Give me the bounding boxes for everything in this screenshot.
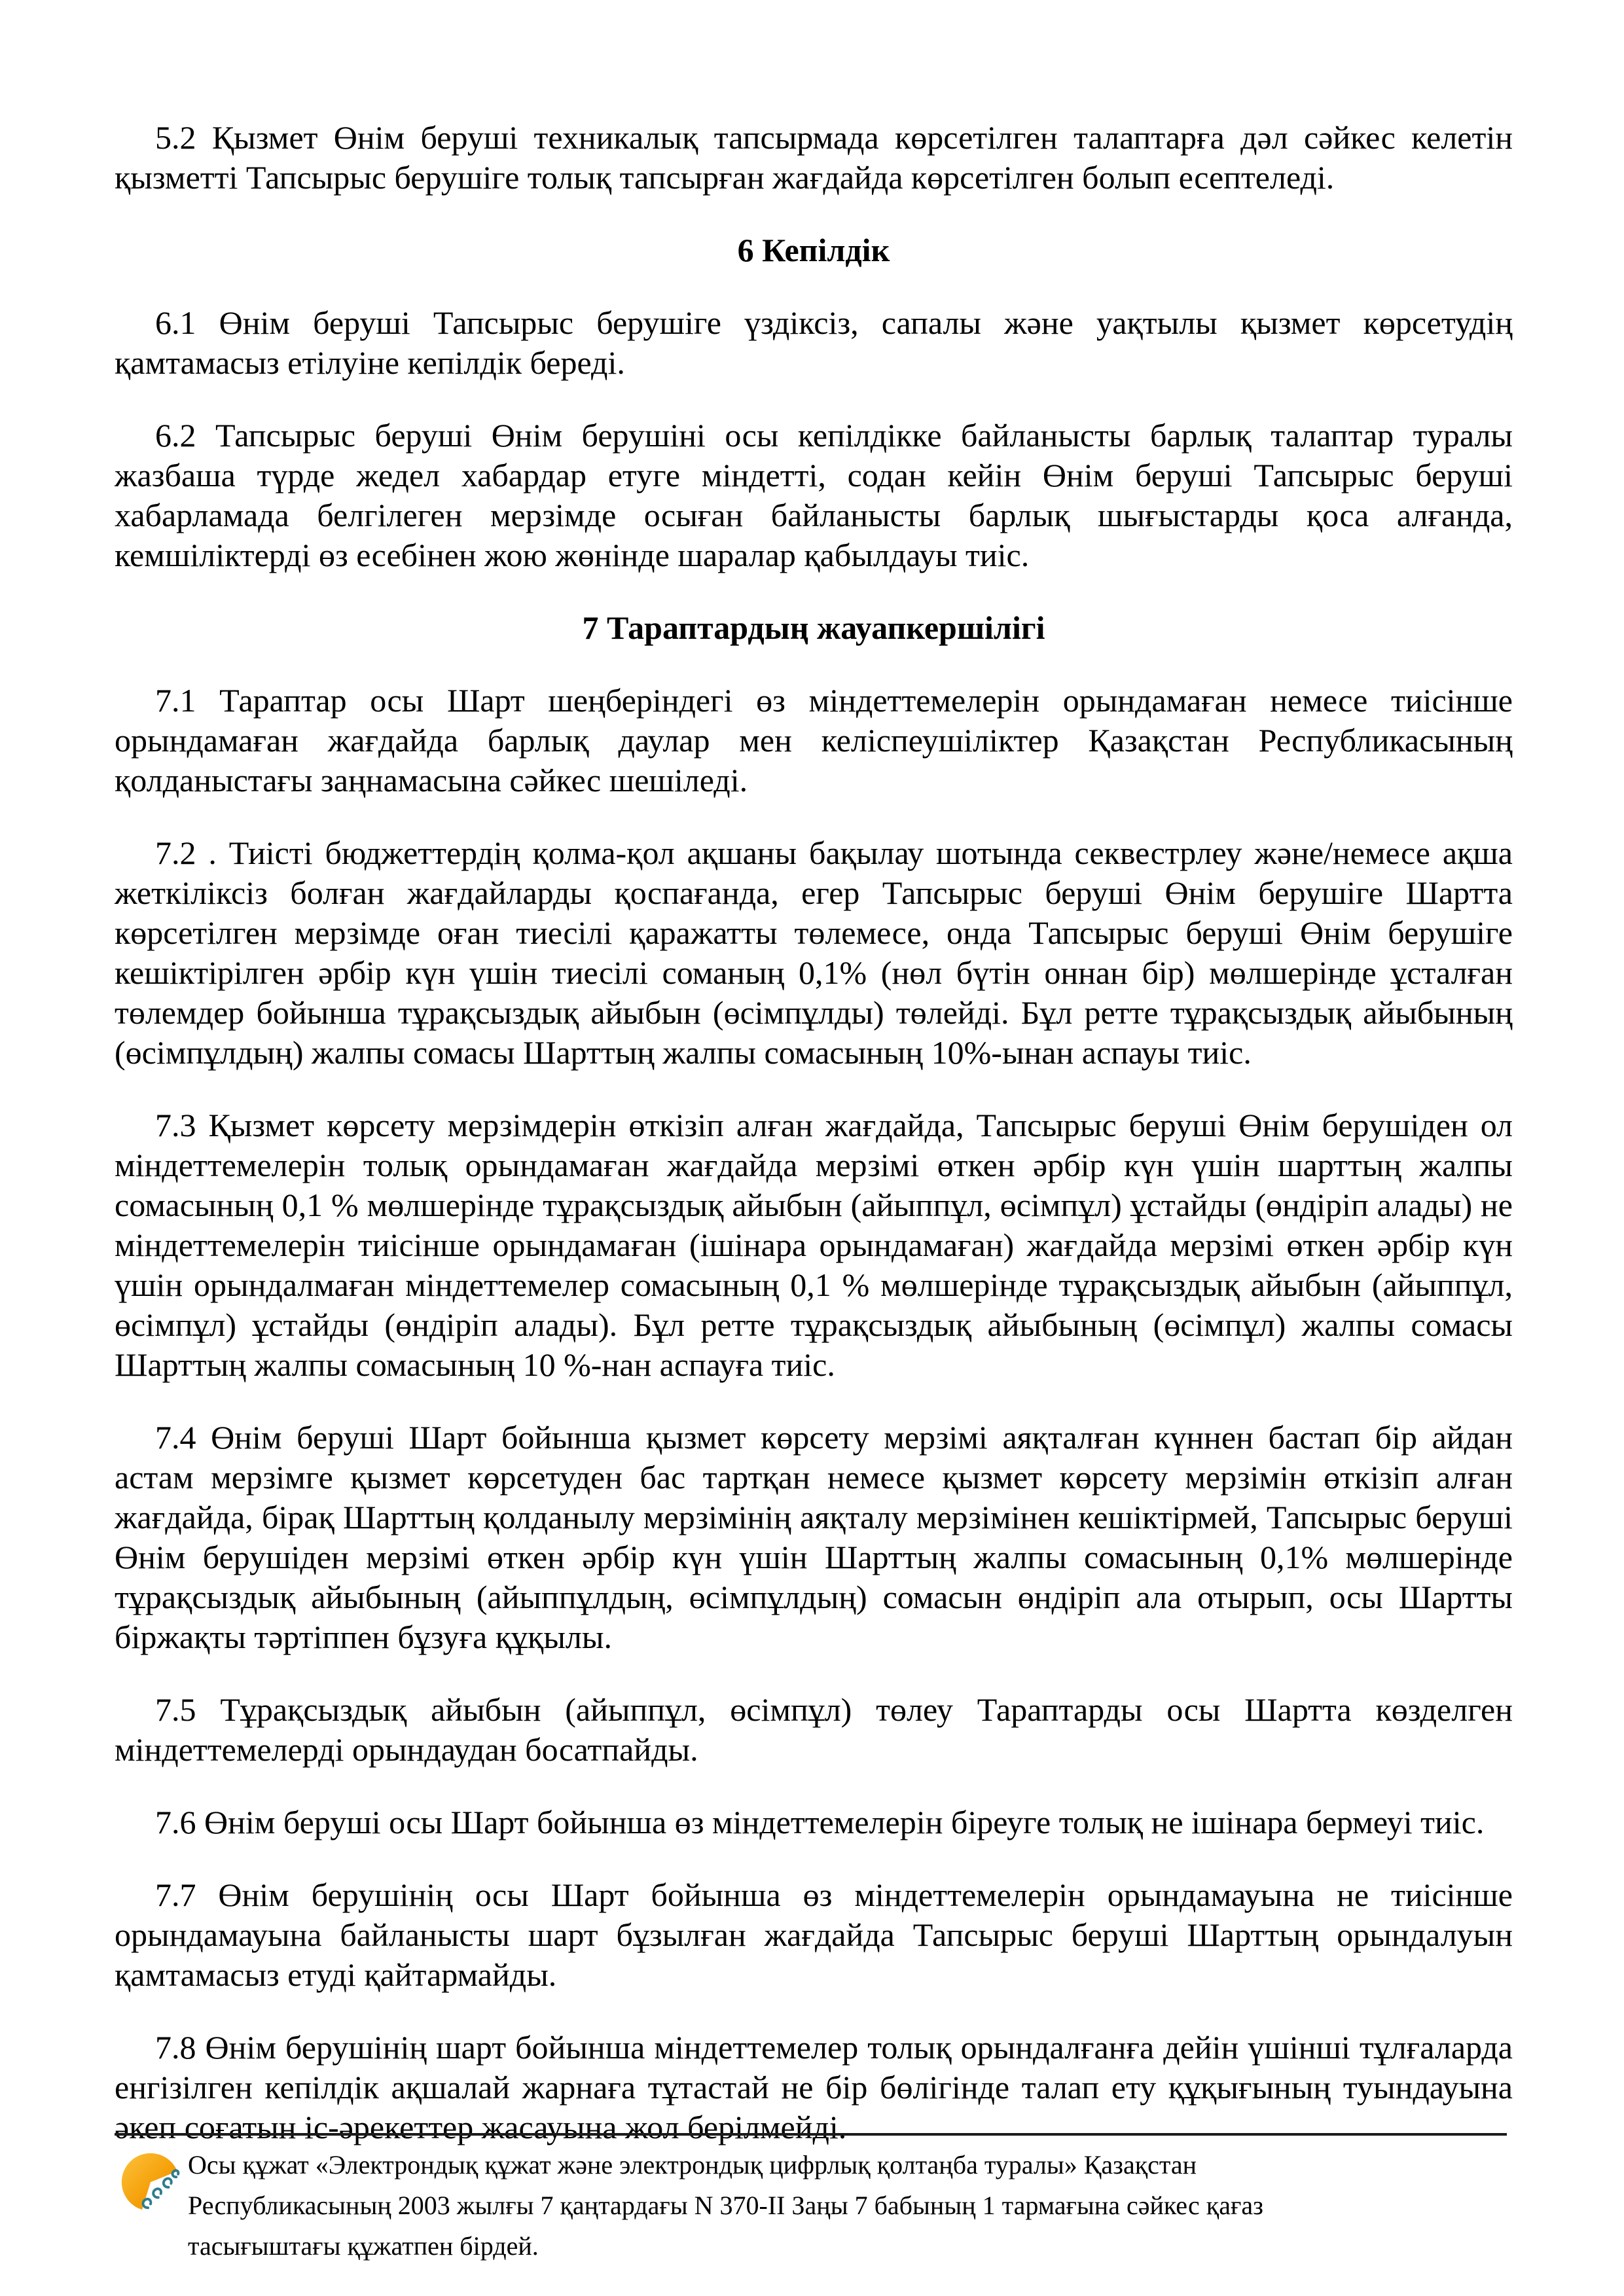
paragraph-7-5: 7.5 Тұрақсыздық айыбын (айыппұл, өсімпұл) төлеу Тараптарды осы Шартта көзделген міндеттемелерді орындаудан босатпайды. [115,1691,1513,1768]
heading-7-liability: 7 Тараптардың жауапкершілігі [582,609,1045,646]
paragraph-6-1: 6.1 Өнім беруші Тапсырыс берушіге үздіксіз, сапалы және уақтылы қызмет көрсетудің қамтамасыз етілуіне кепілдік береді. [115,304,1513,381]
paragraph-5-2: 5.2 Қызмет Өнім беруші техникалық тапсырмада көрсетілген талаптарға дәл сәйкес келетін қызметті Тапсырыс берушіге толық тапсырған жағдайда көрсетілген болып есептеледі. [115,119,1513,196]
kazakh-ornament-seal-icon [118,2150,183,2214]
paragraph-7-8: 7.8 Өнім берушінің шарт бойынша міндеттемелер толық орындалғанға дейін үшінші тұлғаларда енгізілген кепілдік ақшалай жарнаға тұтастай не бір бөлігінде талап ету құқығының туындауына әкеп соғатын іс-әрекеттер жасауына жол берілмейді. [115,2029,1513,2145]
footer-note: Осы құжат «Электрондық құжат және электрондық цифрлық қолтаңба туралы» Қазақстан Республикасының 2003 жылғы 7 қаңтардағы N 370-II Заңы 7 бабының 1 тармағына сәйкес қағаз тасығыштағы құжатпен бірдей. [188,2150,1263,2261]
paragraph-7-3: 7.3 Қызмет көрсету мерзімдерін өткізіп алған жағдайда, Тапсырыс беруші Өнім берушіден ол міндеттемелерін толық орындамаған жағдайда мерзімі өткен әрбір күн үшін шарттың жалпы сомасының 0,1 % мөлшерінде тұрақсыздық айыбын (айыппұл, өсімпұл) ұстайды (өндіріп алады) не міндеттемелерін тиісінше орындамаған (ішінара орындамаған) жағдайда мерзімі өткен әрбір күн үшін орындалмаған міндеттемелер сомасының 0,1 % мөлшерінде тұрақсыздық айыбын (айыппұл, өсімпұл) ұстайды (өндіріп алады). Бұл ретте тұрақсыздық айыбының (өсімпұл) жалпы сомасы Шарттың жалпы сомасының 10 %-нан аспауға тиіс. [115,1107,1513,1383]
heading-6-guarantee: 6 Кепілдік [737,232,890,268]
contract-text-block [115,118,1513,2180]
paragraph-7-7: 7.7 Өнім берушінің осы Шарт бойынша өз міндеттемелерін орындамауына не тиісінше орындамауына байланысты шарт бұзылған жағдайда Тапсырыс беруші Шарттың орындалуын қамтамасыз етуді қайтармайды. [115,1876,1513,1993]
footer [115,2133,1507,2267]
paragraph-6-2: 6.2 Тапсырыс беруші Өнім берушіні осы кепілдікке байланысты барлық талаптар туралы жазбаша түрде жедел хабардар етуге міндетті, содан кейін Өнім беруші Тапсырыс беруші хабарламада белгілеген мерзімде осыған байланысты барлық шығыстарды қоса алғанда, кемшіліктерді өз есебінен жою жөнінде шаралар қабылдауы тиіс. [115,417,1513,573]
paragraph-7-2: 7.2 . Тиісті бюджеттердің қолма-қол ақшаны бақылау шотында секвестрлеу және/немесе ақша жеткіліксіз болған жағдайларды қоспағанда, егер Тапсырыс беруші Өнім берушіге Шартта көрсетілген мерзімде оған тиесілі қаражатты төлемесе, онда Тапсырыс беруші Өнім берушіге кешіктірілген әрбір күн үшін тиесілі соманың 0,1% (нөл бүтін оннан бір) мөлшерінде ұсталған төлемдер бойынша тұрақсыздық айыбын (өсімпұлды) төлейді. Бұл ретте тұрақсыздық айыбының (өсімпұлдың) жалпы сомасы Шарттың жалпы сомасының 10%-ынан аспауы тиіс. [115,834,1513,1071]
paragraph-7-4: 7.4 Өнім беруші Шарт бойынша қызмет көрсету мерзімі аяқталған күннен бастап бір айдан астам мерзімге қызмет көрсетуден бас тартқан немесе қызмет көрсету мерзімін өткізіп алған жағдайда, бірақ Шарттың қолданылу мерзімінің аяқталу мерзімінен кешіктірмей, Тапсырыс беруші Өнім берушіден мерзімі өткен әрбір күн үшін Шарттың жалпы сомасының 0,1% мөлшерінде тұрақсыздық айыбының (айыппұлдың, өсімпұлдың) сомасын өндіріп ала отырып, осы Шартты біржақты тәртіппен бұзуға құқылы. [115,1419,1513,1655]
paragraph-7-1: 7.1 Тараптар осы Шарт шеңберіндегі өз міндеттемелерін орындамаған немесе тиісінше орындамаған жағдайда барлық даулар мен келіспеушіліктер Қазақстан Республикасының қолданыстағы заңнамасына сәйкес шешіледі. [115,682,1513,798]
paragraph-7-6: 7.6 Өнім беруші осы Шарт бойынша өз міндеттемелерін біреуге толық не ішінара бермеуі тиіс. [155,1804,1485,1840]
